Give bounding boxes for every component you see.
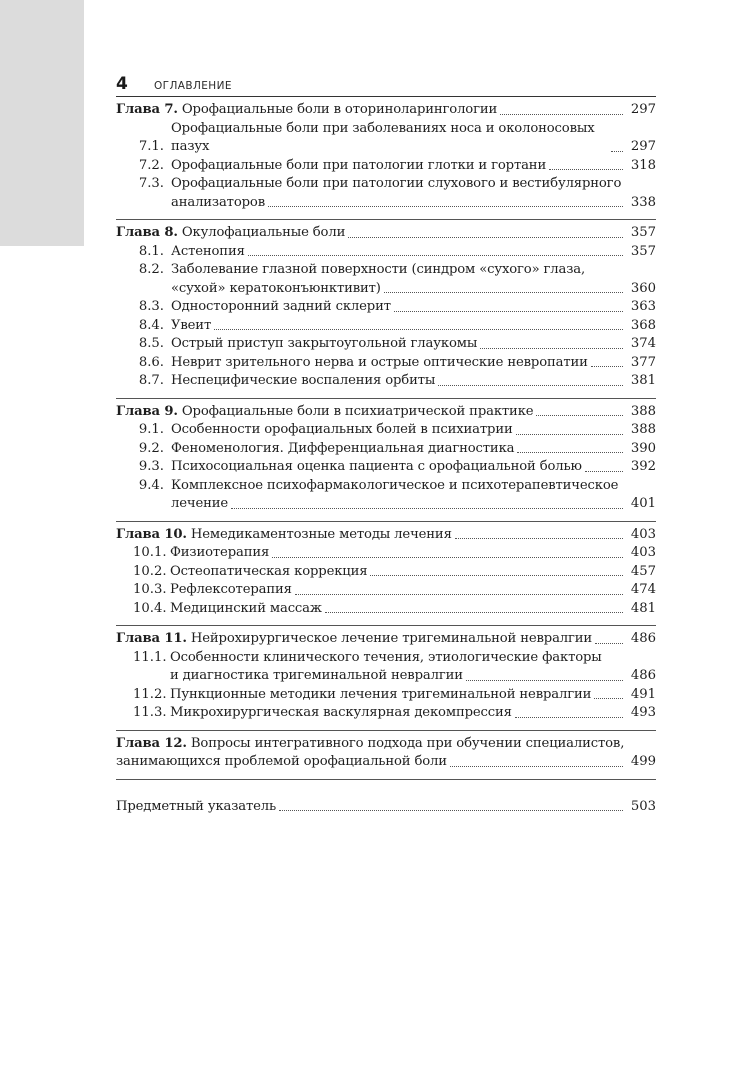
section-title: Рефлексотерапия bbox=[170, 582, 292, 597]
section-entry[interactable] bbox=[116, 175, 656, 194]
section-entry-continuation[interactable] bbox=[116, 667, 656, 686]
section-entry[interactable] bbox=[116, 243, 656, 262]
chapter-heading[interactable] bbox=[116, 101, 656, 120]
section-entry[interactable] bbox=[116, 372, 656, 391]
chapter-heading[interactable] bbox=[116, 224, 656, 243]
page-ref: 318 bbox=[630, 157, 656, 173]
page-header bbox=[116, 74, 232, 98]
dot-leader bbox=[325, 611, 623, 613]
section-number: 8.6. bbox=[138, 354, 164, 370]
section-title: Неспецифические воспаления орбиты bbox=[171, 373, 436, 388]
section-number: 7.3. bbox=[138, 176, 164, 191]
page-ref: 368 bbox=[630, 317, 656, 333]
chapter-title: Вопросы интегративного подхода при обучении специалистов, bbox=[190, 735, 625, 751]
dot-leader bbox=[516, 433, 623, 435]
section-entry-continuation[interactable] bbox=[116, 194, 656, 213]
chapter-title: Орофациальные боли в оториноларингологии bbox=[181, 102, 498, 117]
page-ref: 388 bbox=[630, 403, 656, 419]
section-entry[interactable] bbox=[116, 477, 656, 496]
section-number: 10.2. bbox=[133, 563, 167, 579]
section-number: 8.2. bbox=[138, 262, 164, 277]
section-number: 7.2. bbox=[138, 157, 164, 173]
dot-leader bbox=[585, 470, 623, 472]
page-ref: 486 bbox=[630, 668, 656, 683]
section-entry[interactable] bbox=[116, 440, 656, 459]
chapter-heading[interactable] bbox=[116, 526, 656, 545]
section-title: Неврит зрительного нерва и острые оптические невропатии bbox=[171, 354, 588, 370]
running-title: ОГЛАВЛЕНИЕ bbox=[154, 80, 232, 92]
page-ref: 377 bbox=[630, 354, 656, 370]
section-entry[interactable] bbox=[116, 563, 656, 582]
section-entry[interactable] bbox=[116, 120, 656, 157]
chapter-7 bbox=[116, 96, 656, 219]
page-number: 4 bbox=[116, 74, 128, 94]
dot-leader bbox=[536, 414, 623, 416]
chapter-label: Глава 9. bbox=[116, 403, 178, 419]
dot-leader bbox=[438, 384, 623, 386]
dot-leader bbox=[214, 328, 623, 330]
dot-leader bbox=[370, 574, 623, 576]
page-ref: 503 bbox=[630, 798, 656, 814]
section-number: 10.3. bbox=[133, 582, 167, 597]
chapter-9 bbox=[116, 398, 656, 521]
chapter-title: Орофациальные боли в психиатрической практике bbox=[181, 403, 534, 419]
section-entry[interactable] bbox=[116, 686, 656, 705]
section-entry[interactable] bbox=[116, 421, 656, 440]
section-number: 8.3. bbox=[138, 299, 164, 314]
index-title: Предметный указатель bbox=[116, 798, 277, 814]
chapter-title: Нейрохирургическое лечение тригеминальной невралгии bbox=[190, 631, 593, 646]
section-title: Орофациальные боли при патологии глотки и гортани bbox=[171, 157, 547, 173]
section-title-continued: и диагностика тригеминальной невралгии bbox=[170, 668, 463, 683]
page-ref: 481 bbox=[630, 600, 656, 616]
section-title: Астенопия bbox=[171, 243, 245, 259]
dot-leader bbox=[515, 716, 623, 718]
section-entry-continuation[interactable] bbox=[116, 280, 656, 299]
section-title: Остеопатическая коррекция bbox=[170, 563, 368, 579]
page-ref: 491 bbox=[630, 686, 656, 702]
dot-leader bbox=[591, 365, 623, 367]
section-title: Микрохирургическая васкулярная декомпрессия bbox=[170, 705, 512, 720]
chapter-label: Глава 11. bbox=[116, 631, 187, 646]
page-ref: 457 bbox=[630, 563, 656, 579]
section-title: Психосоциальная оценка пациента с орофациальной болью bbox=[171, 459, 582, 474]
section-number: 8.7. bbox=[138, 373, 164, 388]
section-title-continued: лечение bbox=[171, 496, 229, 511]
dot-leader bbox=[279, 809, 623, 811]
page-ref: 381 bbox=[630, 373, 656, 388]
chapter-label: Глава 12. bbox=[116, 735, 187, 751]
dot-leader bbox=[466, 679, 623, 681]
section-number: 9.1. bbox=[138, 422, 164, 437]
dot-leader bbox=[549, 168, 623, 170]
table-of-contents bbox=[116, 96, 656, 816]
page-ref: 374 bbox=[630, 336, 656, 351]
dot-leader bbox=[611, 150, 623, 152]
dot-leader bbox=[268, 205, 623, 207]
chapter-title: Окулофациальные боли bbox=[181, 225, 346, 240]
page-ref: 499 bbox=[630, 754, 656, 769]
page-ref: 403 bbox=[630, 526, 656, 542]
dot-leader bbox=[480, 347, 623, 349]
page-ref: 486 bbox=[630, 631, 656, 646]
dot-leader bbox=[517, 451, 623, 453]
chapter-heading[interactable] bbox=[116, 735, 656, 754]
section-title: Орофациальные боли при заболеваниях носа и околоносовых пазух bbox=[171, 120, 595, 154]
section-title: Физиотерапия bbox=[170, 545, 270, 560]
chapter-label: Глава 10. bbox=[116, 526, 187, 542]
dot-leader bbox=[384, 291, 623, 293]
section-entry[interactable] bbox=[116, 544, 656, 563]
section-entry[interactable] bbox=[116, 600, 656, 619]
dot-leader bbox=[394, 310, 623, 312]
section-title: Орофациальные боли при патологии слухового и вестибулярного bbox=[171, 176, 622, 191]
dot-leader bbox=[500, 113, 623, 115]
section-entry[interactable] bbox=[116, 298, 656, 317]
section-number: 11.3. bbox=[133, 705, 167, 720]
chapter-heading[interactable] bbox=[116, 403, 656, 422]
chapter-heading-continuation[interactable] bbox=[116, 753, 656, 772]
page-ref: 390 bbox=[630, 440, 656, 456]
section-number: 9.4. bbox=[138, 477, 164, 493]
dot-leader bbox=[231, 507, 623, 509]
section-number: 11.1. bbox=[133, 649, 167, 665]
section-entry[interactable] bbox=[116, 704, 656, 723]
section-entry[interactable] bbox=[116, 335, 656, 354]
section-number: 9.2. bbox=[138, 440, 164, 456]
page-ref: 357 bbox=[630, 243, 656, 259]
chapter-label: Глава 7. bbox=[116, 102, 178, 117]
subject-index bbox=[116, 779, 656, 817]
section-number: 9.3. bbox=[138, 459, 164, 474]
dot-leader bbox=[450, 765, 623, 767]
section-number: 7.1. bbox=[138, 139, 164, 154]
section-entry[interactable] bbox=[116, 581, 656, 600]
dot-leader bbox=[455, 537, 623, 539]
section-entry[interactable] bbox=[116, 649, 656, 668]
section-title: Особенности орофациальных болей в психиатрии bbox=[171, 422, 513, 437]
dot-leader bbox=[348, 236, 623, 238]
chapter-heading[interactable] bbox=[116, 630, 656, 649]
section-number: 11.2. bbox=[133, 686, 167, 702]
section-title-continued: «сухой» кератоконъюнктивит) bbox=[171, 280, 381, 296]
page-ref: 493 bbox=[630, 705, 656, 720]
section-number: 8.4. bbox=[138, 317, 164, 333]
chapter-label: Глава 8. bbox=[116, 225, 178, 240]
section-number: 8.1. bbox=[138, 243, 164, 259]
section-entry[interactable] bbox=[116, 157, 656, 176]
page-side-band bbox=[0, 0, 84, 246]
section-title: Медицинский массаж bbox=[170, 600, 322, 616]
page-ref: 474 bbox=[630, 582, 656, 597]
chapter-title-continued: занимающихся проблемой орофациальной боли bbox=[116, 754, 447, 769]
page-ref: 403 bbox=[630, 545, 656, 560]
section-title: Особенности клинического течения, этиологические факторы bbox=[170, 649, 602, 665]
section-entry[interactable] bbox=[116, 458, 656, 477]
chapter-12 bbox=[116, 730, 656, 779]
section-title: Пункционные методики лечения тригеминальной невралгии bbox=[170, 686, 592, 702]
section-title: Комплексное психофармакологическое и психотерапевтическое bbox=[171, 477, 619, 493]
section-title: Феноменология. Дифференциальная диагностика bbox=[171, 440, 515, 456]
page-ref: 392 bbox=[630, 459, 656, 474]
section-entry-continuation[interactable] bbox=[116, 495, 656, 514]
chapter-title: Немедикаментозные методы лечения bbox=[190, 526, 452, 542]
dot-leader bbox=[595, 642, 623, 644]
page-ref: 297 bbox=[630, 102, 656, 117]
section-entry[interactable] bbox=[116, 261, 656, 280]
page-ref: 388 bbox=[630, 422, 656, 437]
chapter-10 bbox=[116, 521, 656, 626]
section-title: Односторонний задний склерит bbox=[171, 299, 391, 314]
section-number: 8.5. bbox=[138, 336, 164, 351]
page-ref: 357 bbox=[630, 225, 656, 240]
index-entry[interactable] bbox=[116, 798, 656, 817]
dot-leader bbox=[272, 556, 623, 558]
section-number: 10.4. bbox=[133, 600, 167, 616]
page-ref: 360 bbox=[630, 280, 656, 296]
dot-leader bbox=[248, 254, 623, 256]
dot-leader bbox=[594, 697, 623, 699]
page-ref: 401 bbox=[630, 496, 656, 511]
chapter-11 bbox=[116, 625, 656, 730]
chapter-8 bbox=[116, 219, 656, 398]
section-entry[interactable] bbox=[116, 354, 656, 373]
page-ref: 363 bbox=[630, 299, 656, 314]
section-title: Заболевание глазной поверхности (синдром «сухого» глаза, bbox=[171, 262, 586, 277]
section-title: Острый приступ закрытоугольной глаукомы bbox=[171, 336, 478, 351]
page-ref: 338 bbox=[630, 194, 656, 210]
dot-leader bbox=[295, 593, 623, 595]
section-number: 10.1. bbox=[133, 545, 167, 560]
section-title-continued: анализаторов bbox=[171, 194, 265, 210]
section-entry[interactable] bbox=[116, 317, 656, 336]
page-ref: 297 bbox=[630, 139, 656, 154]
section-title: Увеит bbox=[171, 317, 212, 333]
